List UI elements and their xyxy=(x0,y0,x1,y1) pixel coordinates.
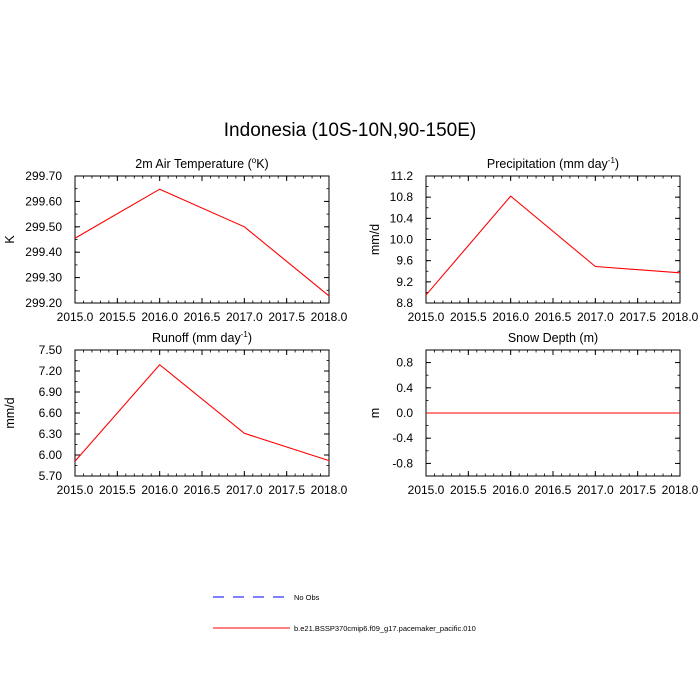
chart-panel-3 xyxy=(3,330,348,497)
y-tick-label: -0.4 xyxy=(392,431,413,446)
x-tick-label: 2017.0 xyxy=(576,483,614,497)
chart-title: 2m Air Temperature ($^o$K) xyxy=(135,156,269,171)
plot-frame xyxy=(75,350,329,476)
x-tick-label: 2015.0 xyxy=(56,483,94,497)
x-tick-label: 2016.0 xyxy=(492,310,530,324)
x-tick-label: 2016.0 xyxy=(492,483,530,497)
x-tick-label: 2018.0 xyxy=(310,310,348,324)
y-tick-label: 299.70 xyxy=(25,169,62,183)
series-line xyxy=(75,189,329,296)
series-line xyxy=(426,196,680,295)
y-axis-label: mm/d xyxy=(3,397,17,429)
y-tick-label: 299.30 xyxy=(25,270,62,285)
x-tick-label: 2015.0 xyxy=(407,310,445,324)
y-tick-label: 7.50 xyxy=(38,343,62,357)
x-tick-label: 2017.5 xyxy=(268,483,306,497)
y-axis-label: K xyxy=(3,235,17,244)
legend xyxy=(213,593,476,633)
y-tick-label: 6.00 xyxy=(38,448,62,462)
y-tick-label: 8.8 xyxy=(396,296,413,310)
y-tick-label: 11.2 xyxy=(390,169,413,183)
x-tick-label: 2016.5 xyxy=(183,483,221,497)
x-tick-label: 2017.0 xyxy=(225,310,263,324)
chart-panel-2 xyxy=(368,156,699,324)
chart-panel-4 xyxy=(368,331,699,497)
x-tick-label: 2015.0 xyxy=(407,483,445,497)
plot-frame xyxy=(75,176,329,303)
x-tick-label: 2015.5 xyxy=(98,310,136,324)
y-tick-label: 9.6 xyxy=(396,253,413,268)
x-tick-label: 2015.5 xyxy=(449,310,487,324)
x-tick-label: 2016.0 xyxy=(141,483,179,497)
y-tick-label: 6.30 xyxy=(38,427,62,441)
x-tick-label: 2015.5 xyxy=(449,483,487,497)
y-tick-label: 299.40 xyxy=(25,245,62,260)
legend-label: No Obs xyxy=(294,593,320,602)
chart-title: Runoff (mm day$^{-1}$) xyxy=(152,330,252,345)
y-tick-label: 6.60 xyxy=(38,406,62,420)
y-tick-label: 10.0 xyxy=(389,232,413,247)
x-tick-label: 2018.0 xyxy=(661,310,699,324)
y-tick-label: 7.20 xyxy=(38,364,62,378)
y-tick-label: -0.8 xyxy=(392,456,413,471)
y-tick-label: 0.8 xyxy=(396,355,413,370)
x-tick-label: 2015.0 xyxy=(56,310,94,324)
y-tick-label: 299.50 xyxy=(25,219,62,234)
y-tick-label: 0.4 xyxy=(396,380,413,395)
y-tick-label: 9.2 xyxy=(396,274,413,289)
figure-title: Indonesia (10S-10N,90-150E) xyxy=(223,120,477,141)
x-tick-label: 2016.5 xyxy=(183,310,221,324)
x-tick-label: 2016.0 xyxy=(141,310,179,324)
series-line xyxy=(75,365,329,462)
x-tick-label: 2017.5 xyxy=(268,310,306,324)
x-tick-label: 2017.5 xyxy=(619,483,657,497)
chart-title: Snow Depth (m) xyxy=(507,331,599,345)
y-tick-label: 299.60 xyxy=(25,194,62,209)
x-tick-label: 2016.5 xyxy=(534,310,572,324)
x-tick-label: 2018.0 xyxy=(661,483,699,497)
chart-title: Precipitation (mm day$^{-1}$) xyxy=(486,156,620,171)
y-tick-label: 10.8 xyxy=(389,190,413,205)
x-tick-label: 2018.0 xyxy=(310,483,348,497)
x-tick-label: 2017.0 xyxy=(576,310,614,324)
chart-panel-1 xyxy=(3,156,348,324)
x-tick-label: 2015.5 xyxy=(98,483,136,497)
plot-frame xyxy=(426,176,680,303)
y-tick-label: 5.70 xyxy=(38,469,62,483)
y-tick-label: 299.20 xyxy=(25,296,62,310)
y-tick-label: 0.0 xyxy=(396,406,413,420)
y-tick-label: 6.90 xyxy=(38,385,62,399)
x-tick-label: 2017.5 xyxy=(619,310,657,324)
y-tick-label: 10.4 xyxy=(389,211,413,226)
legend-label: b.e21.BSSP370cmip6.f09_g17.pacemaker_pacific.010 xyxy=(294,624,476,633)
x-tick-label: 2017.0 xyxy=(225,483,263,497)
y-axis-label: m xyxy=(368,407,382,419)
x-tick-label: 2016.5 xyxy=(534,483,572,497)
y-axis-label: mm/d xyxy=(368,223,382,256)
